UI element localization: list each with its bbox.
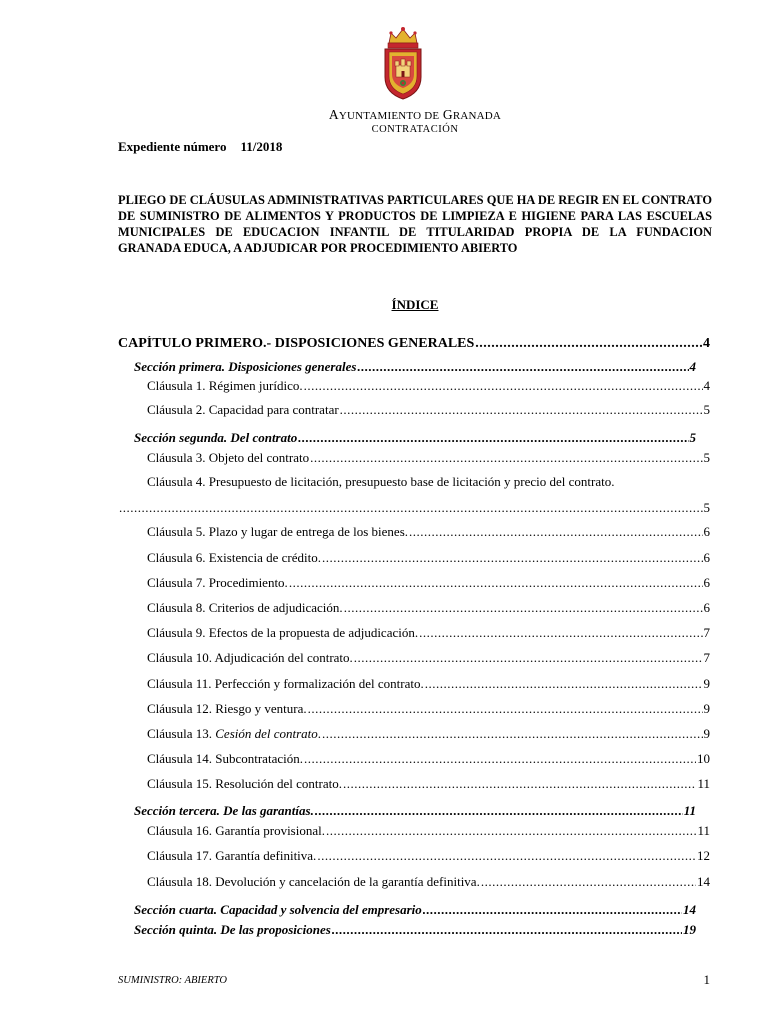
toc-entry-section-1[interactable]: Sección primera. Disposiciones generales ..... 4 [134,359,696,375]
toc-entry-clause-4-label[interactable]: Cláusula 4. Presupuesto de licitación, presupuesto base de licitación y precio del contrato. [147,474,615,489]
file-number [118,139,282,155]
page-number: 1 [703,972,710,987]
toc-entry-clause-10[interactable]: Cláusula 10. Adjudicación del contrato. ..... 7 [147,650,710,666]
toc-entry-clause-12[interactable]: Cláusula 12. Riesgo y ventura. ..... 9 [147,701,710,717]
toc-entry-clause-13[interactable]: Cláusula 13. Cesión del contrato. ..... 9 [147,726,710,742]
toc-entry-clause-8[interactable]: Cláusula 8. Criterios de adjudicación. ..... 6 [147,600,710,616]
toc-entry-clause-7[interactable]: Cláusula 7. Procedimiento. ..... 6 [147,575,710,591]
toc-entry-clause-3[interactable]: Cláusula 3. Objeto del contrato ..... 5 [147,450,710,466]
organization-name: AYUNTAMIENTO DE GRANADA [328,107,502,122]
toc-entry-clause-4[interactable]: ..... 5 [118,500,710,516]
department-name: CONTRATACIÓN [371,124,459,135]
toc-entry-clause-5[interactable]: Cláusula 5. Plazo y lugar de entrega de los bienes. ..... 6 [147,524,710,540]
toc-entry-section-4[interactable]: Sección cuarta. Capacidad y solvencia del empresario ..... 14 [134,902,696,918]
document-title: PLIEGO DE CLÁUSULAS ADMINISTRATIVAS PARTICULARES QUE HA DE REGIR EN EL CONTRATO DE SUMINISTRO DE ALIMENTOS Y PRODUCTOS DE LIMPIEZA E HIGIENE PARA LAS ESCUELAS MUNICIPALES DE EDUCACION INFANTIL DE TITULARIDAD PROPIA DE LA FUNDACION GRANADA EDUCA, A ADJUDICAR POR PROCEDIMIENTO ABIERTO [118,193,712,255]
file-number-label: Expediente número [118,139,227,154]
toc-entry-clause-6[interactable]: Cláusula 6. Existencia de crédito. ..... 6 [147,550,710,566]
file-number-value: 11/2018 [240,139,283,154]
toc-entry-section-3[interactable]: Sección tercera. De las garantías. ..... 11 [134,803,696,819]
toc-entry-chapter-1[interactable]: CAPÍTULO PRIMERO.- DISPOSICIONES GENERALES ..... 4 [118,336,710,352]
toc-entry-clause-14[interactable]: Cláusula 14. Subcontratación. ..... 10 [147,751,710,767]
footer-procedure-label: SUMINISTRO: ABIERTO [118,975,227,986]
toc-entry-clause-15[interactable]: Cláusula 15. Resolución del contrato. ..... 11 [147,776,710,792]
toc-entry-clause-1[interactable]: Cláusula 1. Régimen jurídico. ..... 4 [147,378,710,394]
toc-entry-section-5[interactable]: Sección quinta. De las proposiciones ..... 19 [134,922,696,938]
toc-entry-clause-17[interactable]: Cláusula 17. Garantía definitiva. ..... 12 [147,848,710,864]
toc-entry-clause-9[interactable]: Cláusula 9. Efectos de la propuesta de adjudicación. ..... 7 [147,625,710,641]
toc-entry-clause-16[interactable]: Cláusula 16. Garantía provisional. ..... 11 [147,823,710,839]
granada-coat-of-arms-logo [379,25,427,101]
toc-entry-section-2[interactable]: Sección segunda. Del contrato ..... 5 [134,430,696,446]
toc-entry-clause-2[interactable]: Cláusula 2. Capacidad para contratar ..... 5 [147,402,710,418]
toc-entry-clause-18[interactable]: Cláusula 18. Devolución y cancelación de la garantía definitiva. ..... 14 [147,874,710,890]
index-heading: ÍNDICE [391,297,439,312]
toc-entry-clause-11[interactable]: Cláusula 11. Perfección y formalización del contrato. ..... 9 [147,676,710,692]
